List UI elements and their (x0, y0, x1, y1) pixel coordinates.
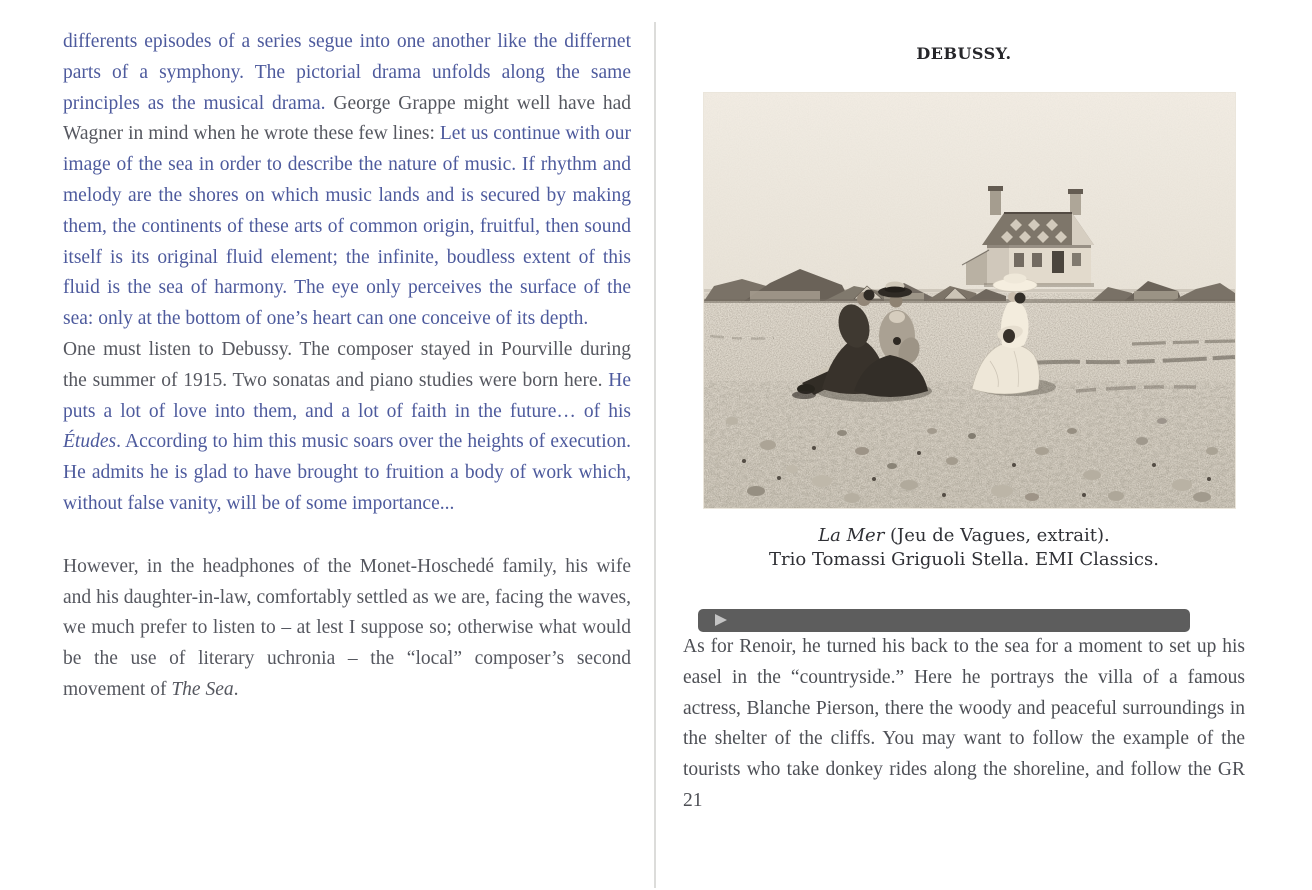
work-title: La Mer (818, 525, 885, 546)
left-text-column (63, 27, 631, 706)
section-heading: DEBUSSY. (916, 44, 1012, 63)
paragraph-symphony-quote (63, 27, 631, 335)
text-run-italic: The Sea (171, 678, 234, 700)
beach-photo (703, 92, 1236, 509)
right-column (683, 0, 1245, 817)
photo-caption (683, 524, 1245, 572)
text-run-italic: Études (63, 431, 117, 453)
play-icon[interactable] (715, 614, 727, 626)
text-run: George Grappe might well have had Wagner in mind when he wrote these few lines: (63, 92, 631, 145)
text-run: . According to him this music soars over the heights of execution. He admits he is glad to have brought to fruition a body of work which, without false vanity, will be of some importance... (63, 431, 631, 514)
paragraph-monet-hoschede (63, 552, 631, 706)
text-run: Let us continue with our image of the sea in order to describe the nature of music. If rhythm and melody are the shores on which music lands and is secured by making them, the continents of these arts of common origin, fruitful, then sound itself is its original fluid element; the infinite, boudless extent of this fluid is the sea of harmony. The eye only perceives the surface of the sea: only at the bottom of one’s heart can one conceive of its depth. (63, 123, 631, 330)
paragraph-renoir (683, 632, 1245, 817)
text-run: differents episodes of a series segue into one another like the differnet parts of a symphony. The pictorial drama unfolds along the same principles as the musical drama. (63, 31, 631, 114)
text-run: One must listen to Debussy. The composer stayed in Pourville during the summer of 1915. Two sonatas and piano studies were born here. (63, 338, 631, 391)
caption-work-line (683, 524, 1245, 548)
text-run: He puts a lot of love into them, and a lot of faith in the future… of his (63, 369, 631, 422)
text-run: However, in the headphones of the Monet-Hoschedé family, his wife and his daughter-in-law, comfortably settled as we are, facing the waves, we much prefer to listen to – at lest I suppose so; otherwise what would be the use of literary uchronia – the “local” composer’s second movement of (63, 555, 631, 700)
column-divider (654, 22, 656, 888)
beach-photo-illustration (704, 93, 1235, 508)
text-run: As for Renoir, he turned his back to the sea for a moment to set up his easel in the “countryside.” Here he portrays the villa of a famous actress, Blanche Pierson, there the woody and peaceful surroundings in the shelter of the cliffs. You may want to follow the example of the tourists who take donkey rides along the shoreline, and follow the GR 21 (683, 636, 1245, 811)
text-run: . (233, 678, 239, 700)
caption-performers-line: Trio Tomassi Griguoli Stella. EMI Classics. (769, 549, 1159, 570)
audio-player[interactable] (698, 609, 1190, 632)
work-rest: (Jeu de Vagues, extrait). (884, 525, 1110, 546)
paragraph-listen-debussy (63, 335, 631, 520)
